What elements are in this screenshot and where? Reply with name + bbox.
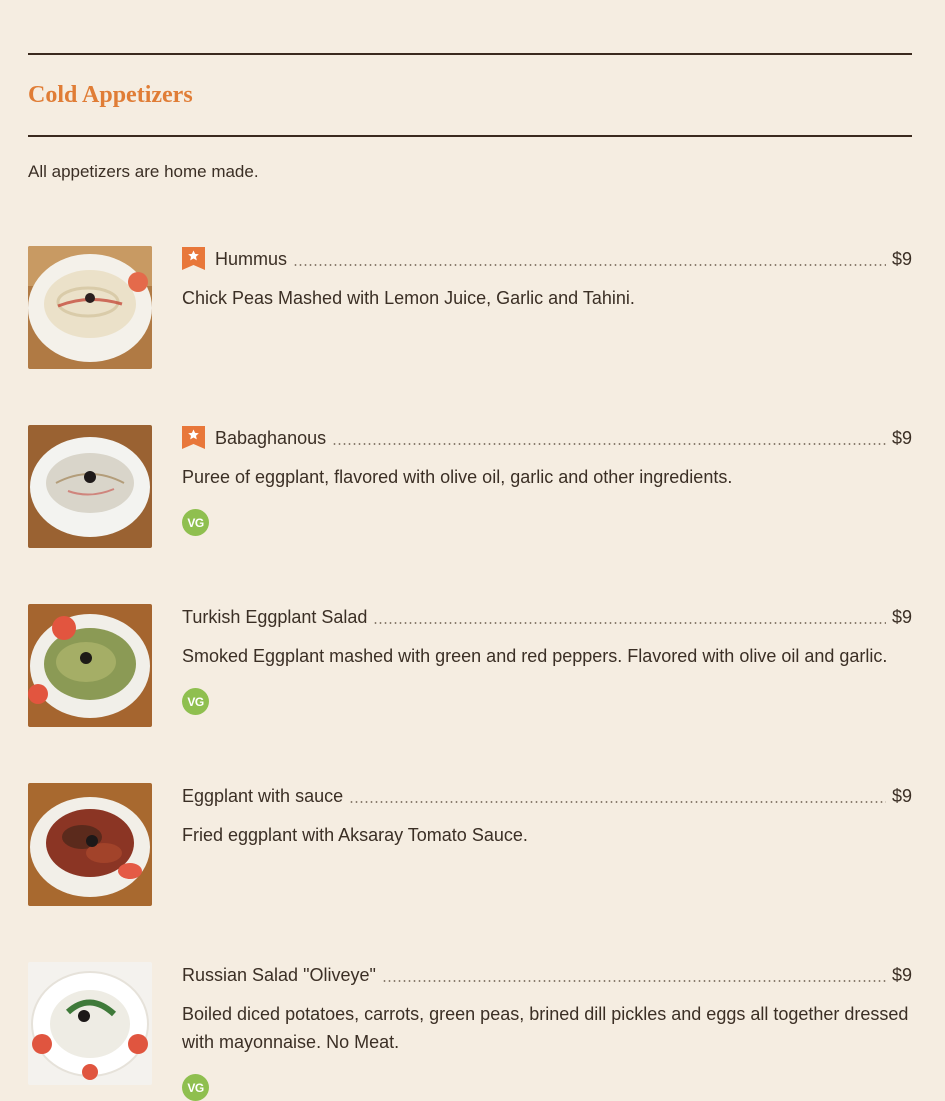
section-description: All appetizers are home made. [28,162,259,181]
section-bottom-divider [28,135,912,137]
item-description: Smoked Eggplant mashed with green and red peppers. Flavored with olive oil and garlic. [182,646,888,666]
item-price: $9 [891,249,912,269]
item-photo-turkish-eggplant-salad[interactable] [28,604,152,727]
item-photo-eggplant-with-sauce[interactable] [28,783,152,906]
item-name: Babaghanous [215,428,327,448]
dotted-leader [332,443,886,445]
item-name: Hummus [215,249,288,269]
dotted-leader [349,801,886,803]
item-name: Eggplant with sauce [182,786,344,806]
dotted-leader [373,622,886,624]
vegan-badge: VG [182,1074,209,1101]
section-title: Cold Appetizers [28,82,193,108]
featured-star-icon [182,247,205,270]
item-price: $9 [891,786,912,806]
item-photo-babaghanous[interactable] [28,425,152,548]
item-description: Boiled diced potatoes, carrots, green peas, brined dill pickles and eggs all together dressed with mayonnaise. No Meat. [182,1004,909,1052]
item-photo-hummus[interactable] [28,246,152,369]
item-price: $9 [891,607,912,627]
dotted-leader [293,264,886,266]
dotted-leader [382,980,886,982]
item-price: $9 [891,965,912,985]
item-name: Turkish Eggplant Salad [182,607,368,627]
item-description: Puree of eggplant, flavored with olive oil, garlic and other ingredients. [182,467,733,487]
item-name: Russian Salad "Oliveye" [182,965,376,985]
item-photo-russian-salad[interactable] [28,962,152,1085]
vegan-badge: VG [182,509,209,536]
featured-star-icon [182,426,205,449]
vegan-badge: VG [182,688,209,715]
item-price: $9 [891,428,912,448]
section-top-divider [28,53,912,55]
item-description: Fried eggplant with Aksaray Tomato Sauce. [182,825,528,845]
item-description: Chick Peas Mashed with Lemon Juice, Garlic and Tahini. [182,288,635,308]
